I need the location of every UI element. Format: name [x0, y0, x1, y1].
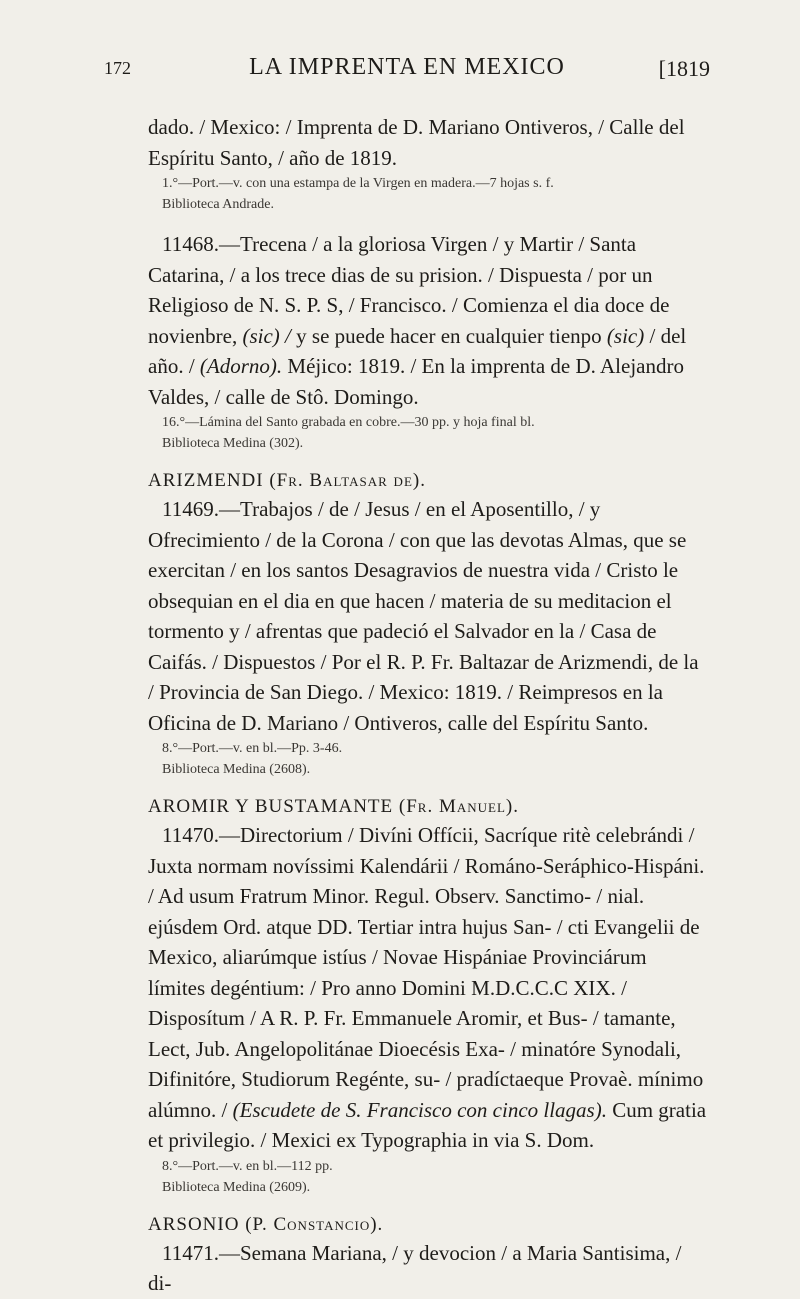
entry-text: y se puede hacer en cualquier tienpo [290, 323, 607, 348]
entry-11469 [148, 494, 708, 738]
author-name: ARSONIO [148, 1213, 240, 1235]
year-bracket: [1819 [658, 56, 710, 81]
author-heading [148, 794, 708, 820]
page-body [148, 112, 708, 1299]
entry-library: Biblioteca Medina (2608). [162, 762, 311, 777]
author-name: ARIZMENDI [148, 470, 264, 491]
entry-continuation: dado. / Mexico: / Imprenta de D. Mariano Ontiveros, / Calle del Espíritu Santo, / año de 1819. [148, 115, 685, 170]
entry-text: —Semana Mariana, / y devocion / a Maria Santisima, / di- [148, 1240, 682, 1295]
entry-italic: (Escudete de S. Francisco con cinco llagas). [232, 1097, 607, 1122]
entry-number: 11470. [162, 823, 219, 847]
entry-text: Cum gratia et privilegio. / Mexici ex Typographia in via S. Dom. [148, 1097, 707, 1152]
entry-text: Méjico: 1819. / En la imprenta de D. Alejandro Valdes, / calle de Stô. Domingo. [148, 354, 684, 409]
entry-italic: (sic) [606, 323, 645, 348]
page-number: 172 [104, 58, 131, 78]
running-head: LA IMPRENTA EN MEXICO [249, 54, 565, 80]
author-heading [148, 468, 708, 494]
entry-italic: (sic) / [242, 323, 291, 348]
entry-library: Biblioteca Andrade. [162, 197, 274, 212]
entry-note: 8.°—Port.—v. en bl.—Pp. 3-46. [162, 741, 343, 756]
entry-note: 8.°—Port.—v. en bl.—112 pp. [162, 1158, 333, 1174]
entry-library: Biblioteca Medina (2609). [162, 1179, 311, 1195]
entry-italic: (Adorno). [199, 354, 283, 378]
author-name: AROMIR Y BUSTAMANTE [148, 796, 394, 817]
entry-text: —Trabajos / de / Jesus / en el Aposentillo, / y Ofrecimiento / de la Corona / con que las devotas Almas, que se exercitan / en los santos Desagravios de nuestra vida / Cristo le obsequian en el dia en que hacen / materia de su meditacion el tormento y / afrentas que padeció el Salvador en la / Casa de Caifás. / Dispuestos / Por el R. P. Fr. Baltazar de Arizmendi, de la / Provincia de San Diego. / Mexico: 1819. / Reimpresos en la Oficina de D. Mariano / Ontiveros, calle del Espíritu Santo. [148, 497, 699, 735]
entry-11470 [148, 820, 708, 1156]
author-paren: (P. Constancio). [245, 1213, 384, 1235]
entry-text: —Trecena / a la gloriosa Virgen / y Martir / Santa Catarina, / a los trece dias de su prision. / Dispuesta / por un Religioso de N. S. P. S, / Francisco. / Comienza el dia doce de novienbre, [148, 232, 670, 348]
entry-text: / del año. / [148, 323, 687, 378]
entry-library: Biblioteca Medina (302). [162, 436, 304, 451]
entry-note: 16.°—Lámina del Santo grabada en cobre.—30 pp. y hoja final bl. [162, 415, 535, 430]
entry-number: 11471. [162, 1240, 219, 1265]
entry-number: 11468. [162, 232, 219, 256]
author-paren: (Fr. Manuel). [398, 796, 519, 817]
author-heading [148, 1212, 708, 1238]
author-paren: (Fr. Baltasar de). [269, 470, 426, 491]
entry-note: 1.°—Port.—v. con una estampa de la Virgen en madera.—7 hojas s. f. [162, 176, 554, 191]
page-header [104, 52, 710, 86]
entry-number: 11469. [162, 497, 219, 521]
entry-11468 [148, 229, 708, 412]
entry-text: —Directorium / Divíni Offícii, Sacríque ritè celebrándi / Juxta normam novíssimi Kalendárii / Románo-Seráphico-Hispáni. / Ad usum Fratrum Minor. Regul. Observ. Sanctimo- / nial. ejúsdem Ord. atque DD. Tertiar intra hujus San- / cti Evangelii de Mexico, aliarúmque istíus / Novae Hispániae Provinciárum límites degéntium: / Pro anno Domini M.D.C.C.C XIX. / Disposítum / A R. P. Fr. Emmanuele Aromir, et Bus- / tamante, Lect, Jub. Angelopolitánae Dioecésis Exa- / minatóre Synodali, Difinitóre, Studiorum Regénte, su- / pradíctaeque Provaè. mínimo alúmno. / [148, 823, 705, 1122]
entry-11471 [148, 1238, 708, 1299]
